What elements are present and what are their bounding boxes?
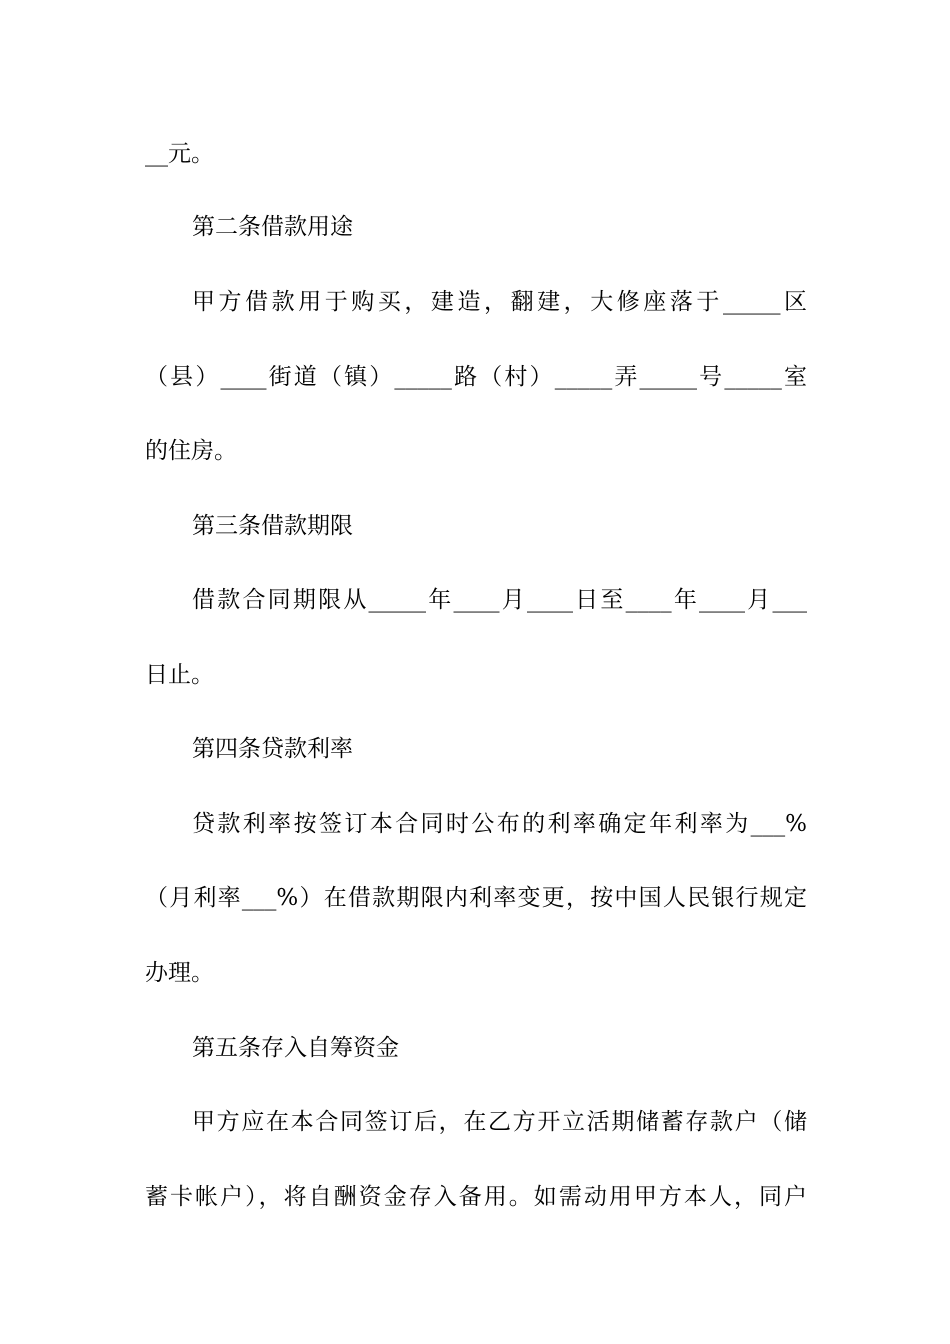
text-line-funds-1: 甲方应在本合同签订后，在乙方开立活期储蓄存款户（储 [192, 1109, 807, 1135]
text-line-purpose-2: （县）____街道（镇）_____路（村）_____弄_____号_____室 [145, 364, 807, 390]
text-line-purpose-1: 甲方借款用于购买，建造，翻建，大修座落于_____区 [192, 289, 807, 315]
text-line-funds-2: 蓄卡帐户），将自酬资金存入备用。如需动用甲方本人，同户 [145, 1184, 807, 1210]
heading-article-4: 第四条贷款利率 [192, 736, 353, 762]
heading-article-2: 第二条借款用途 [192, 214, 353, 240]
text-line-rate-1: 贷款利率按签订本合同时公布的利率确定年利率为___% [192, 811, 807, 837]
text-line-term-2: 日止。 [145, 662, 214, 688]
text-line-purpose-3: 的住房。 [145, 438, 237, 464]
text-line-rate-2: （月利率___%）在借款期限内利率变更，按中国人民银行规定 [145, 885, 807, 911]
heading-article-3: 第三条借款期限 [192, 513, 353, 539]
text-line-rate-3: 办理。 [145, 960, 214, 986]
text-line-amount-end: __元。 [145, 141, 214, 167]
heading-article-5: 第五条存入自筹资金 [192, 1035, 399, 1061]
text-line-term-1: 借款合同期限从_____年____月____日至____年____月___ [192, 587, 807, 613]
